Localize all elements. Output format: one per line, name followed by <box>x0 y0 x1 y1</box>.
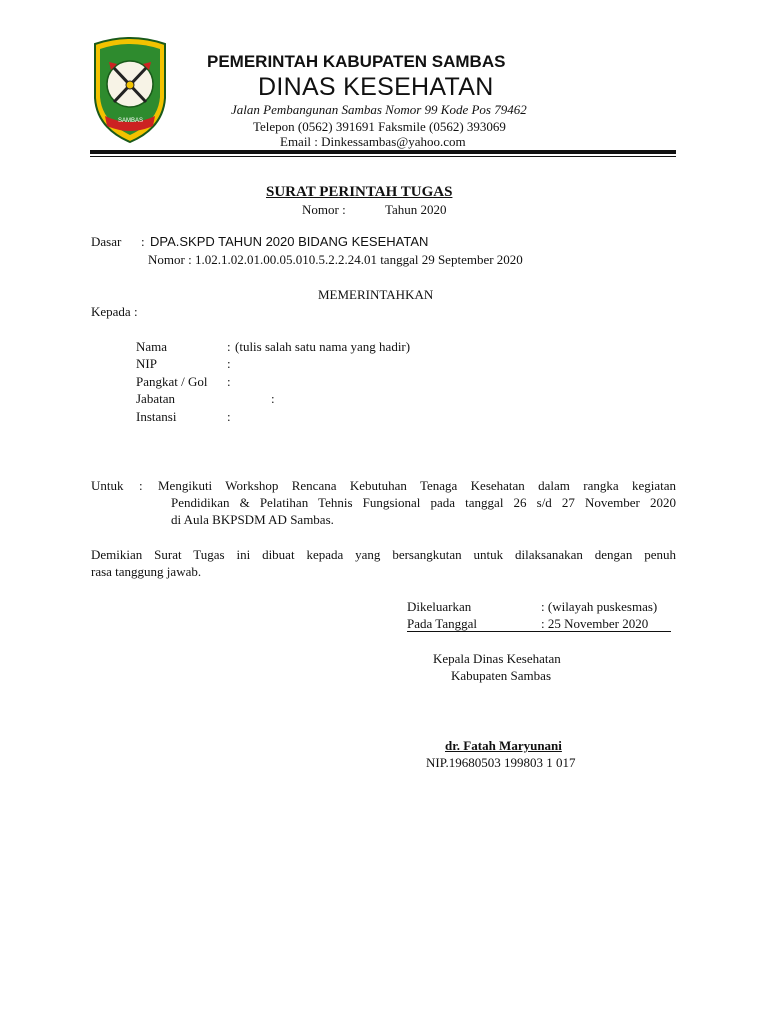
tanggal-value: : 25 November 2020 <box>541 616 649 631</box>
letter-year: Tahun 2020 <box>385 202 447 217</box>
letterhead-thin-rule <box>90 156 676 157</box>
org-address: Jalan Pembangunan Sambas Nomor 99 Kode Pos 79462 <box>231 102 527 117</box>
untuk-line2: Pendidikan & Pelatihan Tehnis Fungsional pada tanggal 26 s/d 27 November 2020 <box>171 495 676 510</box>
org-name-line1: PEMERINTAH KABUPATEN SAMBAS <box>207 52 506 71</box>
org-email: Email : Dinkessambas@yahoo.com <box>280 134 466 149</box>
dasar-colon: : <box>141 234 145 249</box>
field-nama-label: Nama <box>136 339 168 354</box>
untuk-colon: : <box>139 478 143 493</box>
field-jabatan-label: Jabatan <box>136 391 175 406</box>
signer-nip: NIP.19680503 199803 1 017 <box>426 755 576 770</box>
tanggal-label: Pada Tanggal <box>407 616 477 631</box>
dasar-line2: Nomor : 1.02.1.02.01.00.05.010.5.2.2.24.01 tanggal 29 September 2020 <box>148 252 523 267</box>
logo-ribbon-text: SAMBAS <box>118 118 144 124</box>
field-nama-colon: : <box>227 339 231 354</box>
field-jabatan-colon: : <box>271 391 275 406</box>
untuk-line3: di Aula BKPSDM AD Sambas. <box>171 512 334 527</box>
field-instansi-label: Instansi <box>136 409 177 424</box>
org-phone: Telepon (0562) 391691 Faksmile (0562) 393069 <box>253 119 506 134</box>
field-nama-value: (tulis salah satu nama yang hadir) <box>235 339 411 354</box>
untuk-label: Untuk <box>91 478 124 493</box>
closing-line2: rasa tanggung jawab. <box>91 564 202 579</box>
closing-line1: Demikian Surat Tugas ini dibuat kepada yang bersangkutan untuk dilaksanakan dengan penuh <box>91 547 676 562</box>
dikeluarkan-label: Dikeluarkan <box>407 599 472 614</box>
field-pangkat-colon: : <box>227 374 231 389</box>
signer-name: dr. Fatah Maryunani <box>445 738 562 753</box>
dasar-line1: DPA.SKPD TAHUN 2020 BIDANG KESEHATAN <box>150 234 429 249</box>
signer-title-line1: Kepala Dinas Kesehatan <box>433 651 561 666</box>
letterhead-thick-rule <box>90 150 676 154</box>
tanggal-row <box>407 616 671 632</box>
memerintahkan-heading: MEMERINTAHKAN <box>318 287 434 302</box>
regency-logo <box>91 36 169 144</box>
field-nip-label: NIP <box>136 356 157 371</box>
sambas-emblem-icon <box>91 36 169 144</box>
untuk-line1: Mengikuti Workshop Rencana Kebutuhan Tenaga Kesehatan dalam rangka kegiatan <box>158 478 676 493</box>
field-pangkat-label: Pangkat / Gol <box>136 374 208 389</box>
signer-title-line2: Kabupaten Sambas <box>451 668 552 683</box>
field-nip-colon: : <box>227 356 231 371</box>
letter-title: SURAT PERINTAH TUGAS <box>266 184 453 200</box>
org-name-line2: DINAS KESEHATAN <box>258 73 494 101</box>
dikeluarkan-value: : (wilayah puskesmas) <box>541 599 658 614</box>
field-instansi-colon: : <box>227 409 231 424</box>
dasar-label: Dasar <box>91 234 122 249</box>
letter-nomor-label: Nomor : <box>302 202 346 217</box>
kepada-label: Kepada : <box>91 304 138 319</box>
